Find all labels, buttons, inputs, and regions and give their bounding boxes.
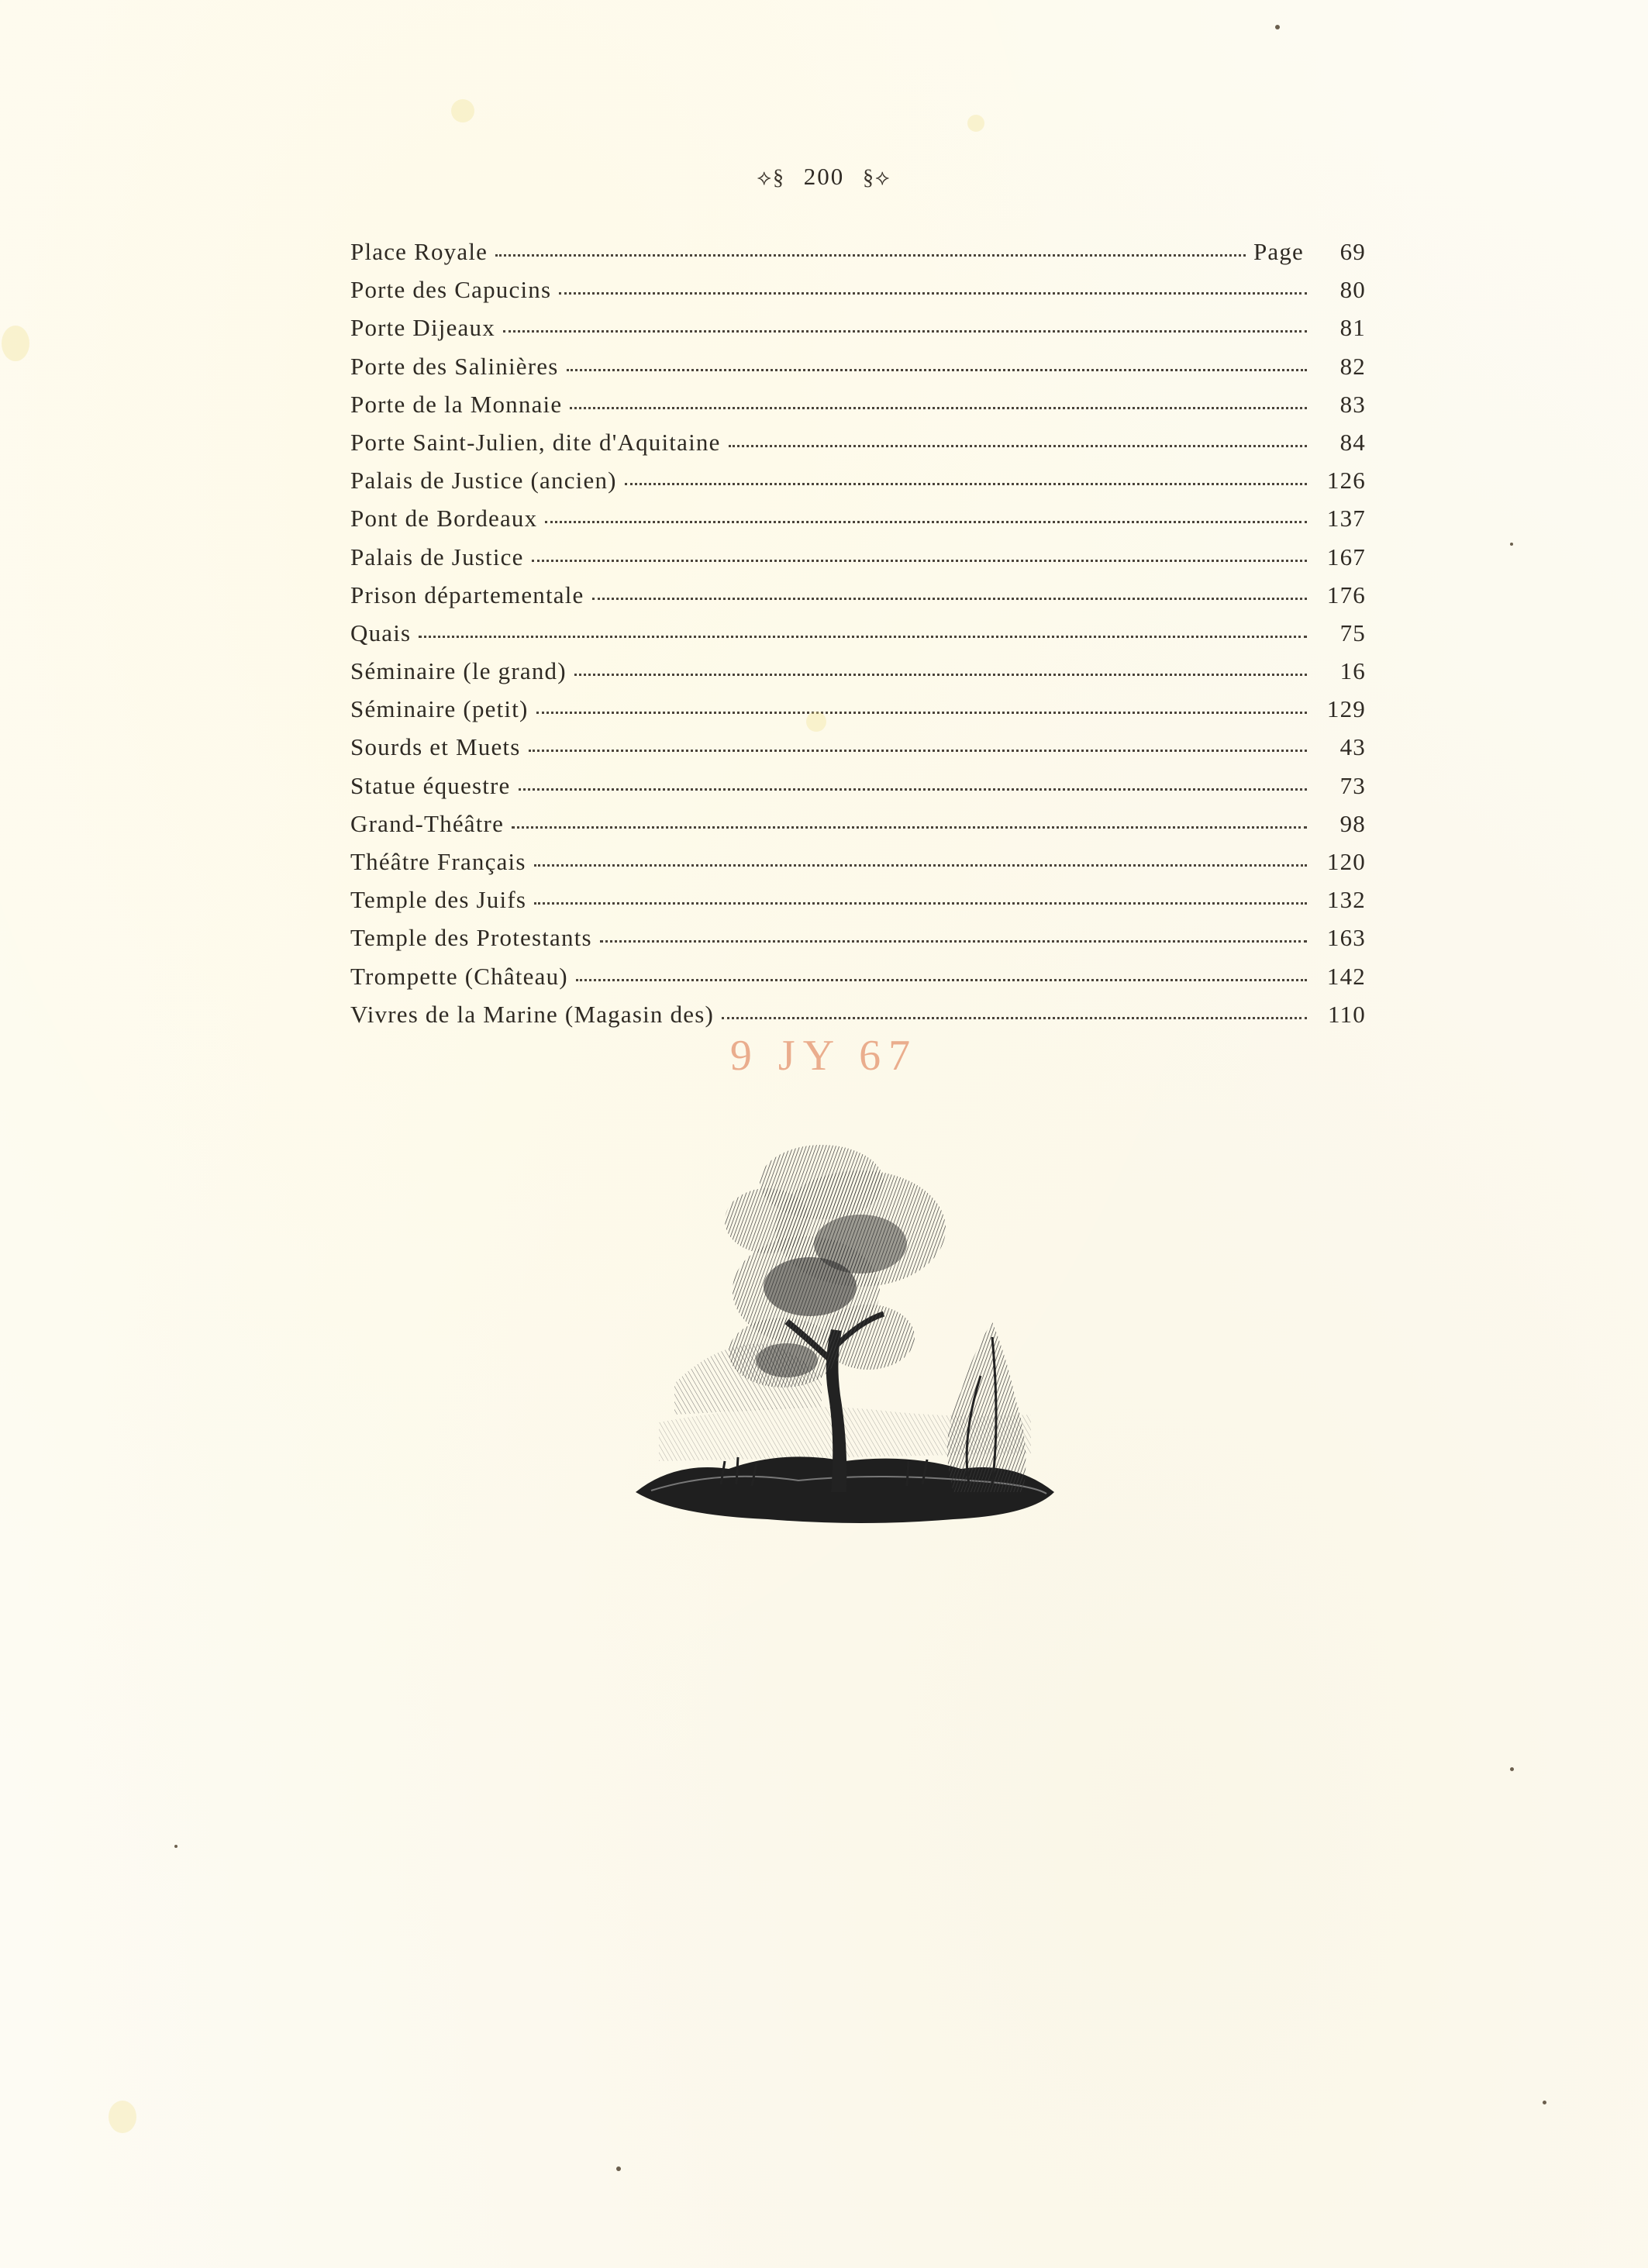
left-ornament: ⟡§ [757, 166, 785, 190]
paper-speck [1510, 543, 1513, 546]
table-of-contents [350, 233, 1366, 1033]
toc-entry-page: 129 [1326, 695, 1366, 723]
toc-entry-page: 142 [1326, 962, 1366, 990]
dot-leader [534, 846, 1307, 870]
toc-entry [350, 728, 1366, 766]
toc-entry-page: 110 [1328, 1000, 1366, 1028]
toc-entry [350, 385, 1366, 423]
paper-stain [806, 712, 826, 732]
toc-entry-page: 98 [1339, 809, 1366, 837]
dot-leader [532, 542, 1307, 565]
paper-speck [1510, 1767, 1514, 1771]
toc-entry [350, 538, 1366, 576]
toc-entry [350, 271, 1366, 308]
toc-entry-page: 126 [1326, 467, 1366, 495]
toc-entry [350, 461, 1366, 499]
paper-stain [2, 326, 29, 361]
toc-entry-page: 83 [1339, 390, 1366, 418]
toc-entry [350, 995, 1366, 1033]
toc-entry-label: Temple des Juifs [350, 886, 527, 914]
toc-entry [350, 957, 1366, 995]
toc-entry-page: 69 [1339, 238, 1366, 265]
page-word: Page [1253, 238, 1304, 265]
toc-entry [350, 652, 1366, 690]
toc-entry-page: 176 [1326, 581, 1366, 608]
toc-entry-page: 43 [1339, 733, 1366, 761]
paper-speck [174, 1845, 178, 1848]
dot-leader [722, 999, 1307, 1022]
paper-speck [1543, 2101, 1546, 2104]
toc-entry-page: 84 [1339, 428, 1366, 456]
toc-entry [350, 347, 1366, 385]
dot-leader [545, 503, 1307, 526]
page-number: 200 [803, 163, 845, 190]
toc-entry [350, 576, 1366, 614]
toc-entry-label: Porte des Capucins [350, 276, 552, 304]
dot-leader [519, 770, 1307, 794]
toc-entry [350, 919, 1366, 956]
tree-landscape-engraving-icon [628, 1128, 1062, 1531]
dot-leader [729, 427, 1307, 450]
toc-entry-label: Quais [350, 619, 412, 646]
toc-entry-label: Palais de Justice [350, 543, 524, 570]
toc-entry-label: Prison départementale [350, 581, 584, 608]
toc-entry-label: Porte de la Monnaie [350, 390, 563, 418]
toc-entry [350, 499, 1366, 537]
toc-entry-label: Porte des Salinières [350, 352, 559, 380]
toc-entry-page: 120 [1326, 848, 1366, 875]
dot-leader [529, 732, 1308, 755]
dot-leader [600, 922, 1307, 946]
toc-entry [350, 308, 1366, 346]
dot-leader [534, 884, 1307, 908]
toc-entry-page: 137 [1326, 505, 1366, 533]
toc-entry-label: Statue équestre [350, 771, 511, 799]
toc-entry-label: Séminaire (le grand) [350, 657, 567, 685]
right-ornament: §⟡ [863, 166, 891, 190]
paper-stain [967, 115, 984, 132]
toc-entry-label: Porte Saint-Julien, dite d'Aquitaine [350, 428, 721, 456]
toc-entry [350, 614, 1366, 652]
toc-entry [350, 690, 1366, 728]
dot-leader [495, 236, 1246, 260]
dot-leader [625, 465, 1307, 488]
toc-entry-label: Théâtre Français [350, 848, 526, 875]
page-header [0, 163, 1648, 191]
toc-entry-label: Trompette (Château) [350, 962, 568, 990]
toc-entry [350, 805, 1366, 843]
dot-leader [536, 694, 1307, 717]
toc-entry [350, 881, 1366, 919]
date-stamp: 9 JY 67 [729, 1032, 919, 1080]
toc-entry-page: 81 [1339, 314, 1366, 342]
dot-leader [592, 580, 1307, 603]
dot-leader [576, 961, 1307, 984]
toc-entry-label: Sourds et Muets [350, 733, 521, 761]
dot-leader [567, 351, 1307, 374]
dot-leader [419, 618, 1307, 641]
toc-entry-label: Vivres de la Marine (Magasin des) [350, 1000, 715, 1028]
toc-entry [350, 423, 1366, 461]
dot-leader [512, 808, 1307, 832]
toc-entry-page: 80 [1339, 276, 1366, 304]
toc-entry-label: Porte Dijeaux [350, 314, 495, 342]
toc-entry-label: Temple des Protestants [350, 924, 592, 952]
dot-leader [574, 656, 1307, 679]
toc-entry-page: 75 [1339, 619, 1366, 646]
toc-entry-label: Pont de Bordeaux [350, 505, 538, 533]
toc-entry-label: Séminaire (petit) [350, 695, 529, 723]
dot-leader [503, 312, 1307, 336]
toc-entry [350, 843, 1366, 881]
paper-stain [109, 2101, 136, 2133]
paper-speck [616, 2166, 621, 2171]
toc-entry [350, 767, 1366, 805]
toc-entry-label: Grand-Théâtre [350, 809, 505, 837]
toc-entry-page: 132 [1326, 886, 1366, 914]
paper-speck [1275, 25, 1280, 29]
dot-leader [570, 389, 1307, 412]
dot-leader [559, 274, 1307, 298]
toc-entry-label: Place Royale [350, 238, 488, 265]
toc-entry-page: 73 [1339, 771, 1366, 799]
toc-entry-page: 167 [1326, 543, 1366, 570]
toc-entry-page: 163 [1326, 924, 1366, 952]
toc-entry-label: Palais de Justice (ancien) [350, 467, 617, 495]
toc-entry-page: 82 [1339, 352, 1366, 380]
toc-entry [350, 233, 1366, 271]
toc-entry-page: 16 [1339, 657, 1366, 685]
paper-stain [451, 99, 474, 122]
